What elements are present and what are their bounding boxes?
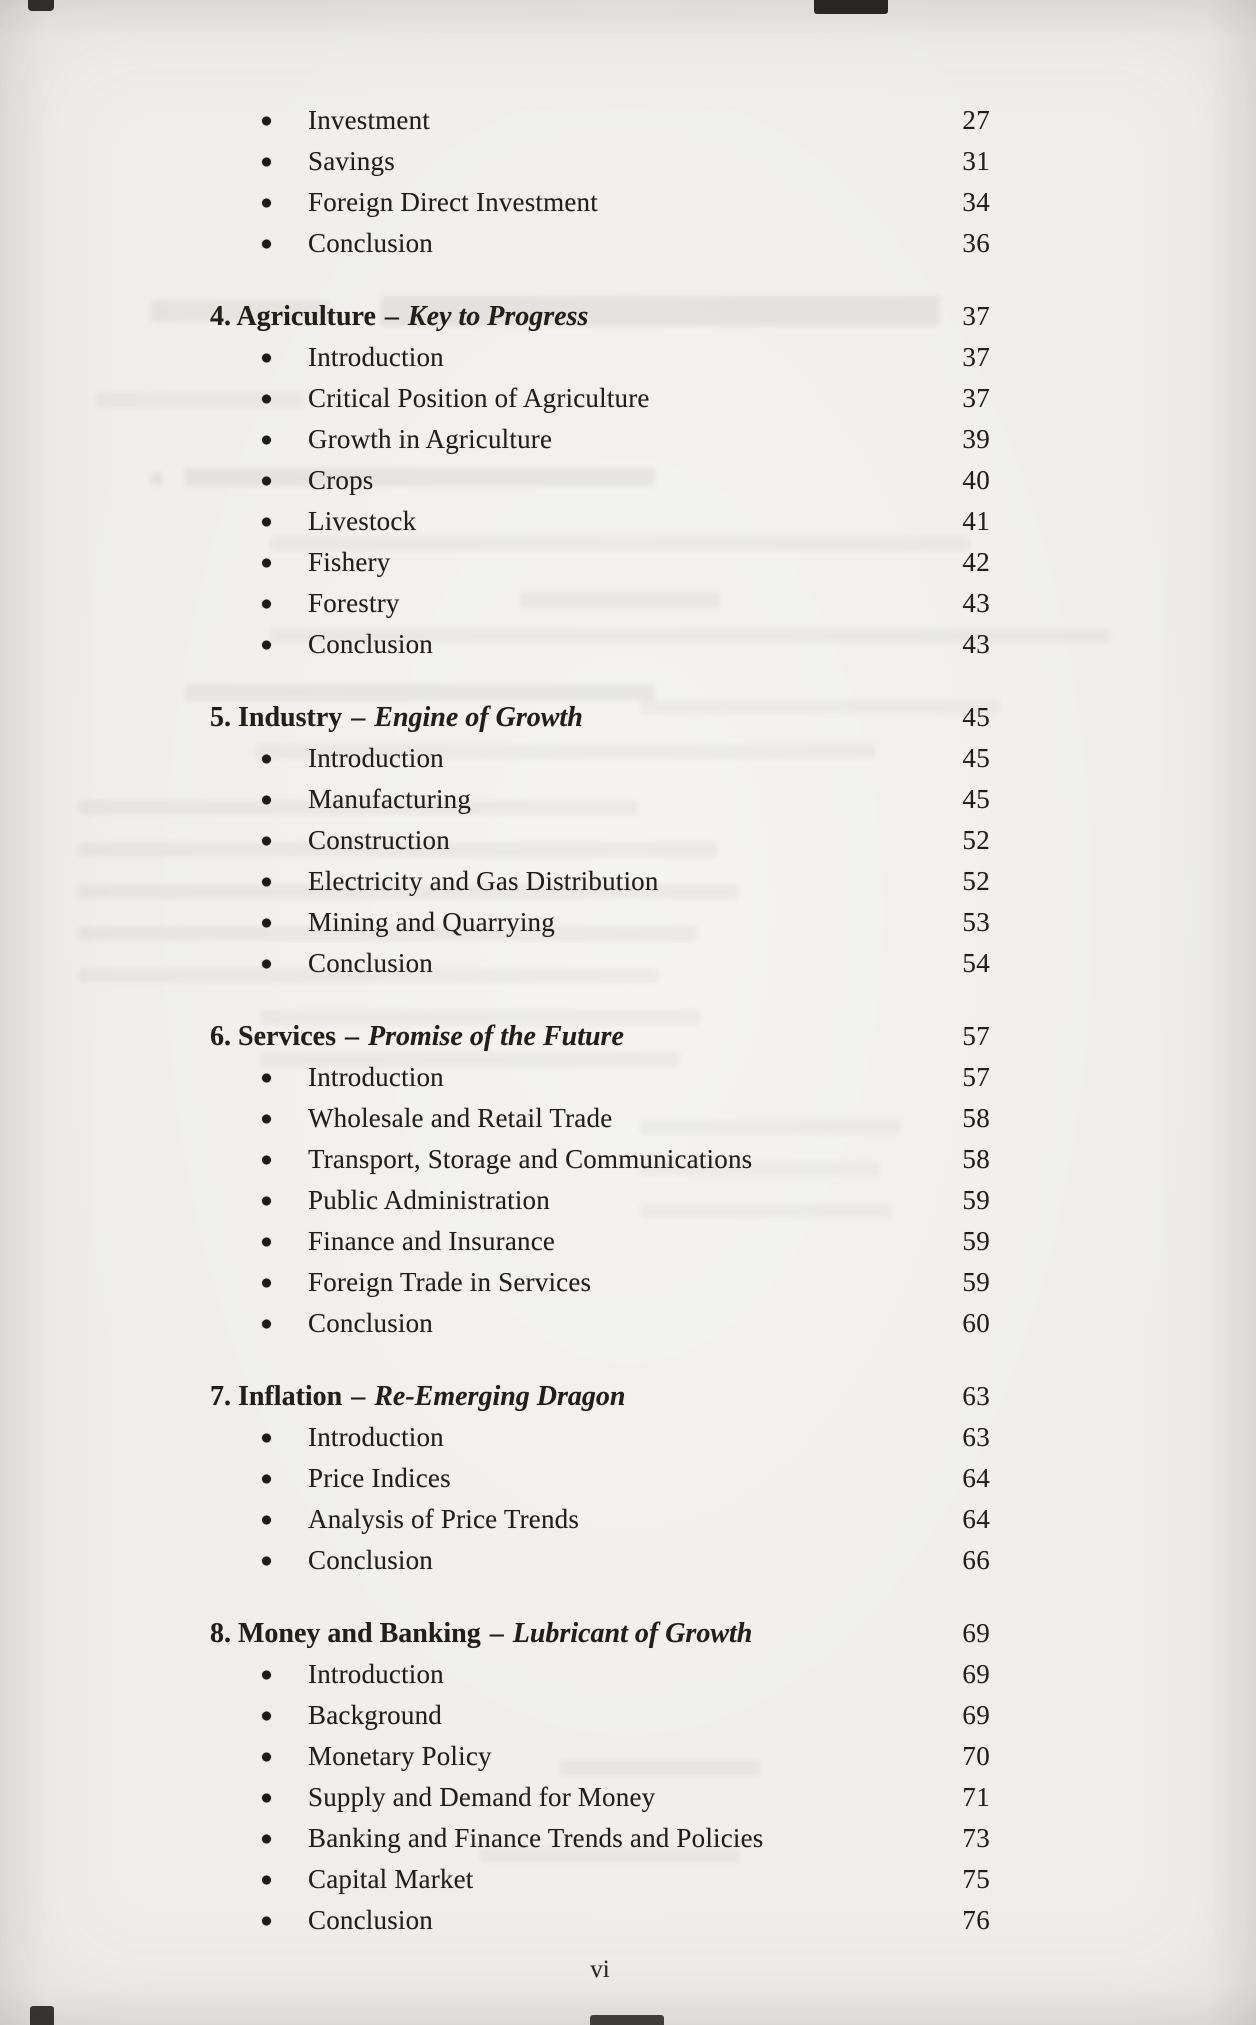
- toc-entry: [210, 223, 990, 264]
- bullet-icon: [262, 1515, 271, 1524]
- bullet-icon: [262, 1237, 271, 1246]
- toc-entry: [210, 738, 990, 779]
- toc-entry-page: 37: [962, 383, 990, 413]
- toc-entry: [210, 820, 990, 861]
- toc-entry-page: 71: [962, 1782, 990, 1812]
- toc-entry-label: Finance and Insurance: [308, 1226, 556, 1256]
- toc-chapter-heading: [210, 1016, 990, 1057]
- toc-chapter-page: 45: [962, 702, 990, 732]
- toc-entry: [210, 1818, 990, 1859]
- toc-entry: [210, 378, 990, 419]
- toc-entry-page: 43: [962, 588, 990, 618]
- toc-entry-label: Conclusion: [308, 228, 434, 258]
- toc-entry-page: 37: [962, 342, 990, 372]
- toc-entry-label: Manufacturing: [308, 784, 472, 814]
- toc-entry-page: 53: [962, 907, 990, 937]
- toc-chapter-heading: [210, 1613, 990, 1654]
- toc-entry-label: Price Indices: [308, 1463, 451, 1493]
- toc-entry: [210, 1221, 990, 1262]
- bullet-icon: [262, 1114, 271, 1123]
- dash-separator: –: [351, 1380, 366, 1412]
- toc-chapter-page: 57: [962, 1021, 990, 1051]
- chapter-heading-text: [210, 1381, 932, 1413]
- toc-entry-page: 66: [962, 1545, 990, 1575]
- toc-entry-page: 69: [962, 1659, 990, 1689]
- bullet-icon: [262, 353, 271, 362]
- bullet-icon: [262, 1793, 271, 1802]
- toc-entry-label: Mining and Quarrying: [308, 907, 555, 937]
- bullet-icon: [262, 959, 271, 968]
- bullet-icon: [262, 1556, 271, 1565]
- toc-entry: [210, 1695, 990, 1736]
- dash-separator: –: [384, 300, 399, 332]
- toc-entry: [210, 1777, 990, 1818]
- toc-entry: [210, 902, 990, 943]
- toc-entry-page: 69: [962, 1700, 990, 1730]
- dash-separator: –: [351, 701, 366, 733]
- bullet-icon: [262, 640, 271, 649]
- scan-artifact: [30, 2006, 54, 2025]
- dash-separator: –: [344, 1020, 359, 1052]
- toc-entry-page: 34: [962, 187, 990, 217]
- chapter-heading-text: [210, 1618, 932, 1650]
- bullet-icon: [262, 116, 271, 125]
- toc-entry: [210, 182, 990, 223]
- scan-artifact: [28, 0, 54, 11]
- toc-entry-page: 59: [962, 1226, 990, 1256]
- bullet-icon: [262, 795, 271, 804]
- toc-entry-label: Monetary Policy: [308, 1741, 492, 1771]
- toc-chapter-heading: [210, 296, 990, 337]
- toc-entry-page: 60: [962, 1308, 990, 1338]
- toc-entry: [210, 583, 990, 624]
- page-folio: vi: [590, 1956, 610, 1983]
- chapter-title: 4. Agriculture: [210, 300, 376, 332]
- toc-entry: [210, 1499, 990, 1540]
- toc-entry-page: 42: [962, 547, 990, 577]
- toc-entry-page: 59: [962, 1185, 990, 1215]
- toc-entry: [210, 1654, 990, 1695]
- toc-entry-label: Growth in Agriculture: [308, 424, 553, 454]
- toc-leading-section: [210, 100, 990, 264]
- bleedthrough-dot: [150, 472, 164, 486]
- toc-entry-label: Foreign Trade in Services: [308, 1267, 592, 1297]
- toc-entry: [210, 779, 990, 820]
- bullet-icon: [262, 1433, 271, 1442]
- bullet-icon: [262, 198, 271, 207]
- toc-entry-label: Banking and Finance Trends and Policies: [308, 1823, 764, 1853]
- toc-entry: [210, 1303, 990, 1344]
- bullet-icon: [262, 435, 271, 444]
- toc-entry-label: Conclusion: [308, 1545, 434, 1575]
- toc-entry-label: Supply and Demand for Money: [308, 1782, 656, 1812]
- bullet-icon: [262, 239, 271, 248]
- toc-entry-label: Transport, Storage and Communications: [308, 1144, 753, 1174]
- toc-entry: [210, 1417, 990, 1458]
- scan-artifact: [814, 0, 888, 14]
- toc-entry-page: 59: [962, 1267, 990, 1297]
- toc-entry: [210, 1458, 990, 1499]
- toc-entry-label: Savings: [308, 146, 395, 176]
- toc-entry-page: 45: [962, 784, 990, 814]
- toc-entry-label: Conclusion: [308, 629, 434, 659]
- toc-entry-label: Introduction: [308, 342, 444, 372]
- toc-entry-page: 52: [962, 825, 990, 855]
- toc-entry-page: 58: [962, 1144, 990, 1174]
- toc-entry-label: Livestock: [308, 506, 417, 536]
- toc-entry: [210, 861, 990, 902]
- chapter-heading-text: [210, 702, 932, 734]
- scan-artifact: [590, 2015, 664, 2025]
- toc-entry-label: Wholesale and Retail Trade: [308, 1103, 613, 1133]
- toc-entry: [210, 460, 990, 501]
- toc-entry: [210, 943, 990, 984]
- toc-entry-label: Investment: [308, 105, 430, 135]
- bullet-icon: [262, 1073, 271, 1082]
- toc-entry-page: 54: [962, 948, 990, 978]
- toc-entry-page: 76: [962, 1905, 990, 1935]
- toc-entry-page: 64: [962, 1463, 990, 1493]
- chapter-title: 6. Services: [210, 1020, 336, 1052]
- toc-entry-page: 40: [962, 465, 990, 495]
- toc-entry: [210, 1180, 990, 1221]
- toc-entry-label: Foreign Direct Investment: [308, 187, 598, 217]
- chapter-heading-text: [210, 301, 932, 333]
- toc-entry: [210, 501, 990, 542]
- chapter-subtitle: Promise of the Future: [367, 1020, 624, 1052]
- bullet-icon: [262, 1278, 271, 1287]
- toc-entry-page: 57: [962, 1062, 990, 1092]
- bullet-icon: [262, 476, 271, 485]
- toc-entry-page: 36: [962, 228, 990, 258]
- toc-entry-label: Analysis of Price Trends: [308, 1504, 580, 1534]
- toc-entry: [210, 1139, 990, 1180]
- toc-entry-label: Introduction: [308, 1422, 444, 1452]
- toc-entry-page: 45: [962, 743, 990, 773]
- bullet-icon: [262, 877, 271, 886]
- toc-entry-label: Introduction: [308, 743, 444, 773]
- toc-entry: [210, 624, 990, 665]
- toc-entry-label: Forestry: [308, 588, 400, 618]
- chapter-heading-text: [210, 1021, 932, 1053]
- toc-entry-page: 41: [962, 506, 990, 536]
- toc-entry-page: 27: [962, 105, 990, 135]
- bullet-icon: [262, 394, 271, 403]
- chapter-subtitle: Lubricant of Growth: [512, 1617, 753, 1649]
- toc-entry: [210, 1736, 990, 1777]
- toc-entry-label: Crops: [308, 465, 374, 495]
- bullet-icon: [262, 599, 271, 608]
- toc-chapter: [210, 697, 990, 984]
- chapter-subtitle: Engine of Growth: [374, 701, 583, 733]
- toc-entry: [210, 100, 990, 141]
- toc-entry-label: Background: [308, 1700, 442, 1730]
- toc-entry-label: Conclusion: [308, 948, 434, 978]
- toc-entry-label: Fishery: [308, 547, 391, 577]
- toc-chapter: [210, 1016, 990, 1344]
- bullet-icon: [262, 1875, 271, 1884]
- bullet-icon: [262, 1196, 271, 1205]
- chapter-title: 7. Inflation: [210, 1380, 343, 1412]
- bullet-icon: [262, 517, 271, 526]
- toc-chapter: [210, 1613, 990, 1941]
- bullet-icon: [262, 157, 271, 166]
- toc-entry-label: Public Administration: [308, 1185, 550, 1215]
- bullet-icon: [262, 1319, 271, 1328]
- bullet-icon: [262, 836, 271, 845]
- bullet-icon: [262, 1670, 271, 1679]
- toc-entry-label: Critical Position of Agriculture: [308, 383, 650, 413]
- toc-chapter-heading: [210, 697, 990, 738]
- toc-entry: [210, 1057, 990, 1098]
- toc-entry-label: Construction: [308, 825, 450, 855]
- toc-entry-page: 39: [962, 424, 990, 454]
- toc-entry-label: Introduction: [308, 1062, 444, 1092]
- bullet-icon: [262, 1155, 271, 1164]
- toc-chapter: [210, 1376, 990, 1581]
- bullet-icon: [262, 1916, 271, 1925]
- toc-entry-page: 31: [962, 146, 990, 176]
- bullet-icon: [262, 558, 271, 567]
- toc-entry: [210, 1859, 990, 1900]
- toc-entry-label: Conclusion: [308, 1905, 434, 1935]
- table-of-contents: [210, 100, 990, 1941]
- toc-entry-label: Capital Market: [308, 1864, 474, 1894]
- toc-entry-page: 70: [962, 1741, 990, 1771]
- chapter-title: 5. Industry: [210, 701, 343, 733]
- toc-entry: [210, 1540, 990, 1581]
- toc-entry-label: Conclusion: [308, 1308, 434, 1338]
- toc-chapter-heading: [210, 1376, 990, 1417]
- bullet-icon: [262, 1752, 271, 1761]
- toc-entry: [210, 1900, 990, 1941]
- toc-entry: [210, 419, 990, 460]
- toc-entry: [210, 141, 990, 182]
- toc-entry: [210, 1262, 990, 1303]
- chapter-title: 8. Money and Banking: [210, 1617, 481, 1649]
- toc-chapter-page: 63: [962, 1381, 990, 1411]
- toc-entry: [210, 1098, 990, 1139]
- toc-entry-page: 73: [962, 1823, 990, 1853]
- toc-entry-label: Electricity and Gas Distribution: [308, 866, 659, 896]
- toc-entry-page: 75: [962, 1864, 990, 1894]
- toc-entry-page: 52: [962, 866, 990, 896]
- bullet-icon: [262, 1711, 271, 1720]
- toc-entry-page: 58: [962, 1103, 990, 1133]
- toc-chapter-page: 69: [962, 1618, 990, 1648]
- toc-entry: [210, 542, 990, 583]
- toc-entry-page: 63: [962, 1422, 990, 1452]
- bullet-icon: [262, 1474, 271, 1483]
- toc-entry-page: 43: [962, 629, 990, 659]
- bullet-icon: [262, 1834, 271, 1843]
- chapter-subtitle: Re-Emerging Dragon: [374, 1380, 626, 1412]
- chapter-subtitle: Key to Progress: [407, 300, 589, 332]
- bullet-icon: [262, 754, 271, 763]
- toc-chapter: [210, 296, 990, 665]
- toc-chapter-page: 37: [962, 301, 990, 331]
- toc-entry: [210, 337, 990, 378]
- toc-entry-label: Introduction: [308, 1659, 444, 1689]
- toc-entry-page: 64: [962, 1504, 990, 1534]
- dash-separator: –: [489, 1617, 504, 1649]
- bullet-icon: [262, 918, 271, 927]
